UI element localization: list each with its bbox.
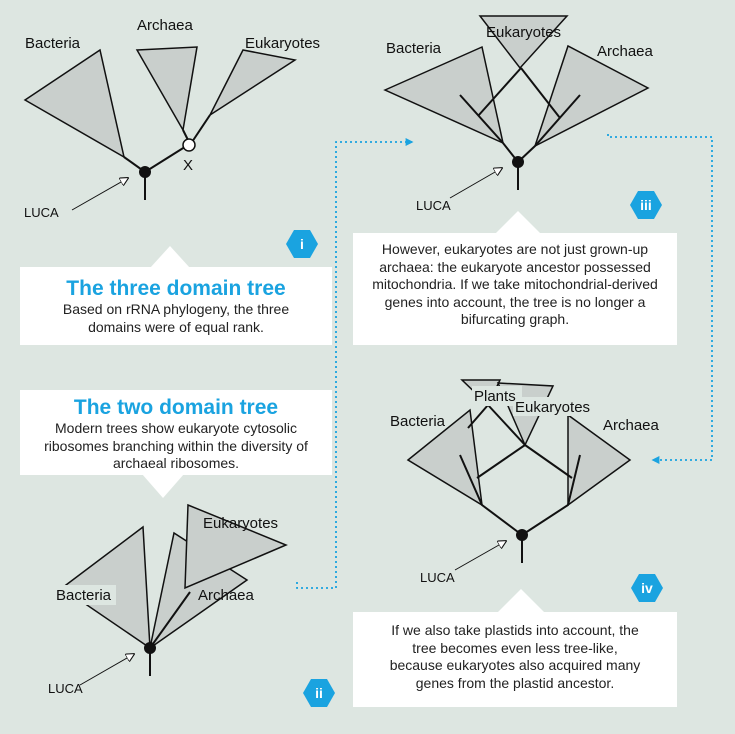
luca-node: [516, 529, 528, 541]
archaea-triangle: [535, 46, 648, 146]
panel-ii: [48, 474, 335, 707]
label-archaea: Archaea: [597, 43, 653, 60]
badge-label: iii: [640, 197, 652, 213]
panel-i-title: The three domain tree: [66, 277, 286, 300]
callout-two-domain: [20, 390, 332, 475]
callout-pointer: [142, 474, 184, 498]
panel-iv: [390, 380, 663, 612]
bacteria-triangle: [385, 47, 503, 143]
panel-i-body: Based on rRNA phylogeny, the three domains were of equal rank.: [62, 301, 290, 335]
label-x: X: [183, 157, 194, 174]
callout-pointer: [496, 211, 540, 233]
panel-ii-title: The two domain tree: [73, 396, 279, 419]
label-eukaryotes: Eukaryotes: [245, 35, 321, 52]
label-archaea: Archaea: [603, 417, 659, 434]
archaea-triangle: [137, 47, 197, 130]
panel-i: [24, 17, 320, 268]
label-luca: LUCA: [48, 681, 83, 696]
label-luca: LUCA: [416, 198, 451, 213]
label-bacteria: Bacteria: [386, 40, 442, 57]
branch: [477, 445, 525, 478]
label-bacteria: Bacteria: [25, 35, 81, 52]
branch: [525, 445, 572, 478]
panel-ii-body: Modern trees show eukaryote cytosolic ribosomes branching within the diversity of archaeal ribosomes.: [44, 420, 308, 471]
luca-arrow: [80, 654, 134, 685]
luca-arrow: [72, 178, 128, 210]
branch: [145, 145, 188, 172]
label-luca: LUCA: [420, 570, 455, 585]
badge-label: i: [300, 236, 304, 252]
luca-arrow: [455, 541, 506, 570]
callout-plastids: [353, 612, 677, 707]
callout-pointer: [150, 246, 190, 268]
label-archaea: Archaea: [137, 17, 193, 34]
label-plants: Plants: [474, 388, 516, 405]
panel-iv-body: If we also take plastids into account, the tree becomes even less tree-like, because eukaryotes also acquired many genes from the plastid ancestor.: [389, 622, 641, 691]
branch: [192, 115, 210, 142]
label-eukaryotes: Eukaryotes: [486, 24, 562, 41]
luca-node: [144, 642, 156, 654]
luca-arrow: [450, 168, 502, 198]
label-eukaryotes: Eukaryotes: [203, 515, 279, 532]
panel-iii-body: However, eukaryotes are not just grown-up archaea: the eukaryote ancestor possessed mitochondria. If we take mitochondrial-derived genes into account, the tree is no longer a bifurcating graph.: [372, 241, 658, 327]
label-bacteria: Bacteria: [390, 413, 446, 430]
eukaryotes-triangle: [210, 50, 295, 115]
badge-label: iv: [641, 580, 653, 596]
callout-three-domain: [20, 267, 332, 345]
luca-node: [512, 156, 524, 168]
luca-node: [139, 166, 151, 178]
x-node: [183, 139, 195, 151]
badge-label: ii: [315, 685, 323, 701]
label-luca: LUCA: [24, 205, 59, 220]
bacteria-triangle: [25, 50, 124, 157]
label-eukaryotes: Eukaryotes: [515, 399, 591, 416]
callout-pointer: [498, 589, 544, 612]
connector-ii-to-iii: [297, 142, 412, 588]
panel-iii: [385, 16, 662, 233]
callout-mitochondria: [353, 233, 677, 345]
label-archaea: Archaea: [198, 587, 254, 604]
label-bacteria: Bacteria: [56, 587, 112, 604]
